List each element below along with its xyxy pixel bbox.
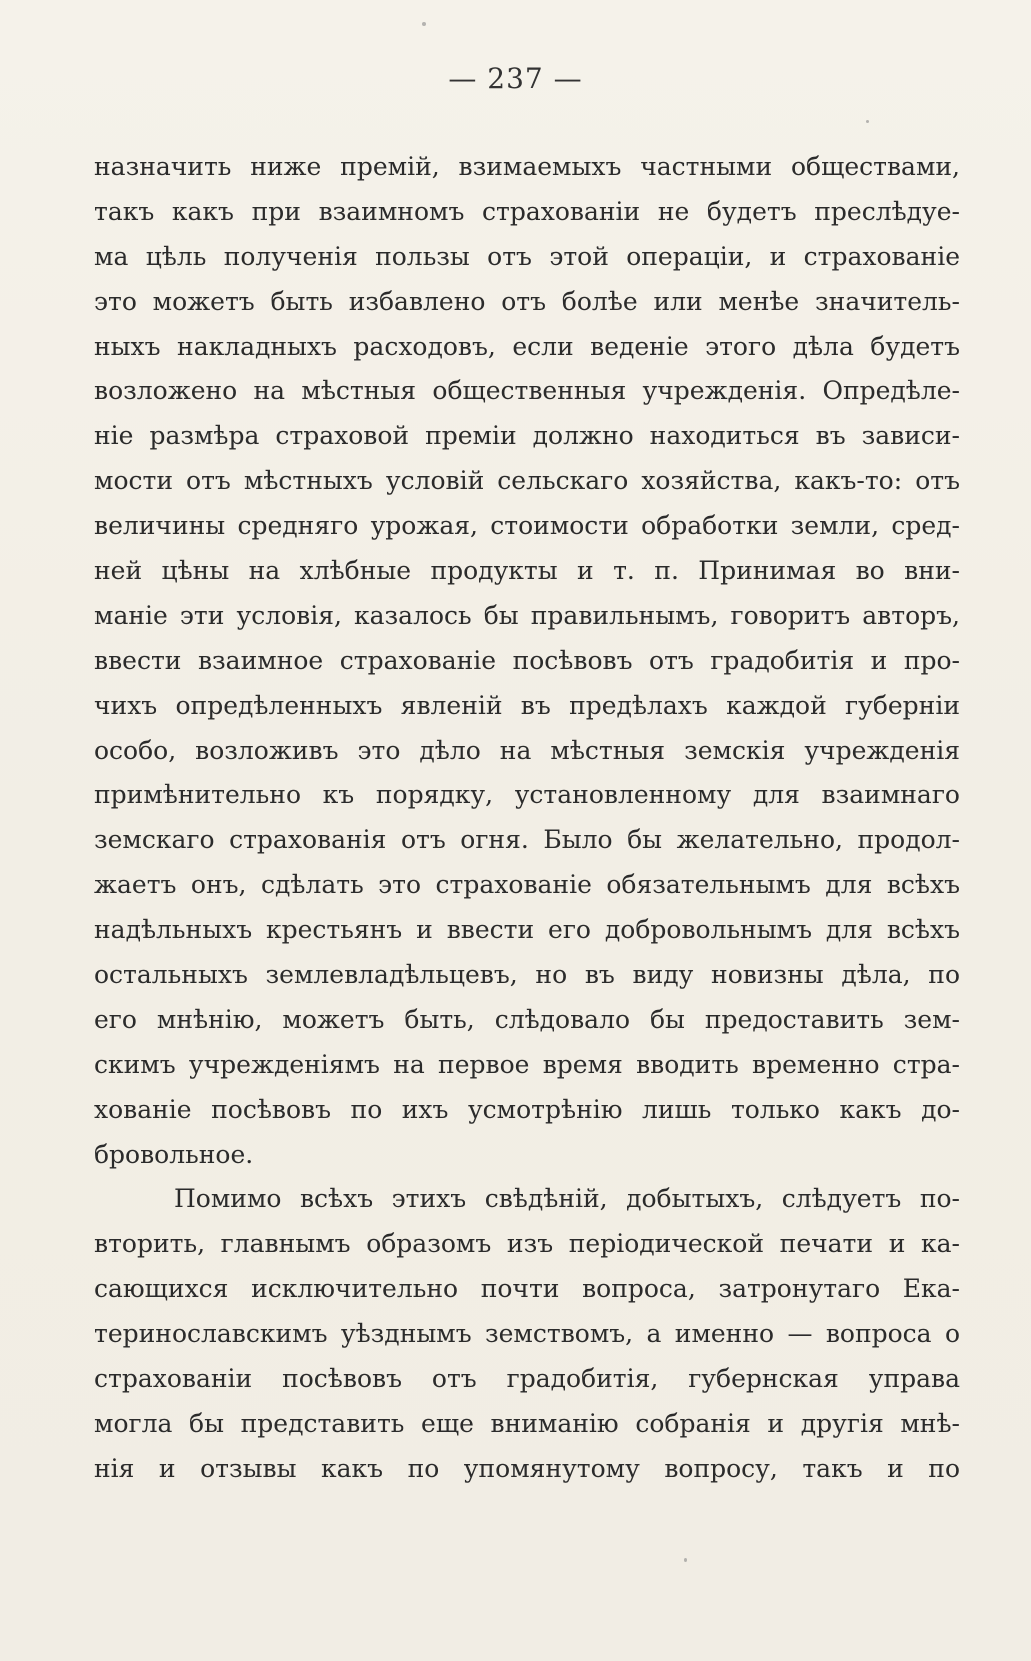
text-line: ней цѣны на хлѣбные продукты и т. п. Принимая во вни- (94, 556, 960, 586)
text-line: примѣнительно къ порядку, установленному для взаимнаго (94, 780, 960, 810)
text-line: скимъ учрежденіямъ на первое время вводить временно стра- (94, 1049, 960, 1079)
paper-speck (684, 1558, 687, 1562)
text-line: вторить, главнымъ образомъ изъ періодической печати и ка- (94, 1229, 960, 1259)
text-line: возложено на мѣстныя общественныя учрежденія. Опредѣле- (94, 376, 960, 406)
text-line: такъ какъ при взаимномъ страхованіи не будетъ преслѣдуе- (94, 196, 960, 226)
text-line: его мнѣнію, можетъ быть, слѣдовало бы предоставить зем- (94, 1004, 960, 1034)
text-line: это можетъ быть избавлено отъ болѣе или менѣе значитель- (94, 286, 960, 316)
text-line: нія и отзывы какъ по упомянутому вопросу, такъ и по (94, 1453, 960, 1483)
text-line: назначить ниже премій, взимаемыхъ частными обществами, (94, 152, 960, 181)
text-line: ма цѣль полученія пользы отъ этой операціи, и страхованіе (94, 241, 960, 271)
text-line: теринославскимъ уѣзднымъ земствомъ, а именно — вопроса о (94, 1319, 960, 1349)
paper-speck (422, 22, 426, 26)
text-line: ныхъ накладныхъ расходовъ, если веденіе этого дѣла будетъ (94, 331, 960, 361)
text-line: земскаго страхованія отъ огня. Было бы желательно, продол- (94, 825, 960, 855)
body-text (94, 145, 960, 1492)
paper-speck (866, 120, 869, 123)
text-line: могла бы представить еще вниманію собранія и другія мнѣ- (94, 1408, 960, 1438)
text-line: сающихся исключительно почти вопроса, затронутаго Ека- (94, 1274, 960, 1304)
text-line: жаетъ онъ, сдѣлать это страхованіе обязательнымъ для всѣхъ (94, 870, 960, 900)
text-line: остальныхъ землевладѣльцевъ, но въ виду новизны дѣла, по (94, 960, 960, 990)
text-line: величины средняго урожая, стоимости обработки земли, сред- (94, 511, 960, 541)
text-line: ніе размѣра страховой премiи должно находиться въ зависи- (94, 421, 960, 451)
paragraph-1 (94, 145, 960, 1177)
text-line: мости отъ мѣстныхъ условій сельскаго хозяйства, какъ-то: отъ (94, 466, 960, 496)
text-line: Помимо всѣхъ этихъ свѣдѣній, добытыхъ, слѣдуетъ по- (174, 1184, 960, 1214)
text-line: бровольное. (94, 1139, 254, 1169)
text-line: маніе эти условія, казалось бы правильнымъ, говоритъ авторъ, (94, 600, 960, 630)
text-line: чихъ опредѣленныхъ явленій въ предѣлахъ каждой губерніи (94, 690, 960, 720)
text-line: особо, возложивъ это дѣло на мѣстныя земскія учрежденія (94, 735, 960, 765)
page-number: — 237 — (448, 62, 583, 95)
text-line: ввести взаимное страхованіе посѣвовъ отъ градобитія и про- (94, 645, 960, 675)
text-line: надѣльныхъ крестьянъ и ввести его добровольнымъ для всѣхъ (94, 915, 960, 945)
text-line: страхованіи посѣвовъ отъ градобитія, губернская управа (94, 1364, 960, 1394)
text-line: хованіе посѣвовъ по ихъ усмотрѣнію лишь только какъ до- (94, 1094, 960, 1124)
paragraph-2 (94, 1177, 960, 1491)
